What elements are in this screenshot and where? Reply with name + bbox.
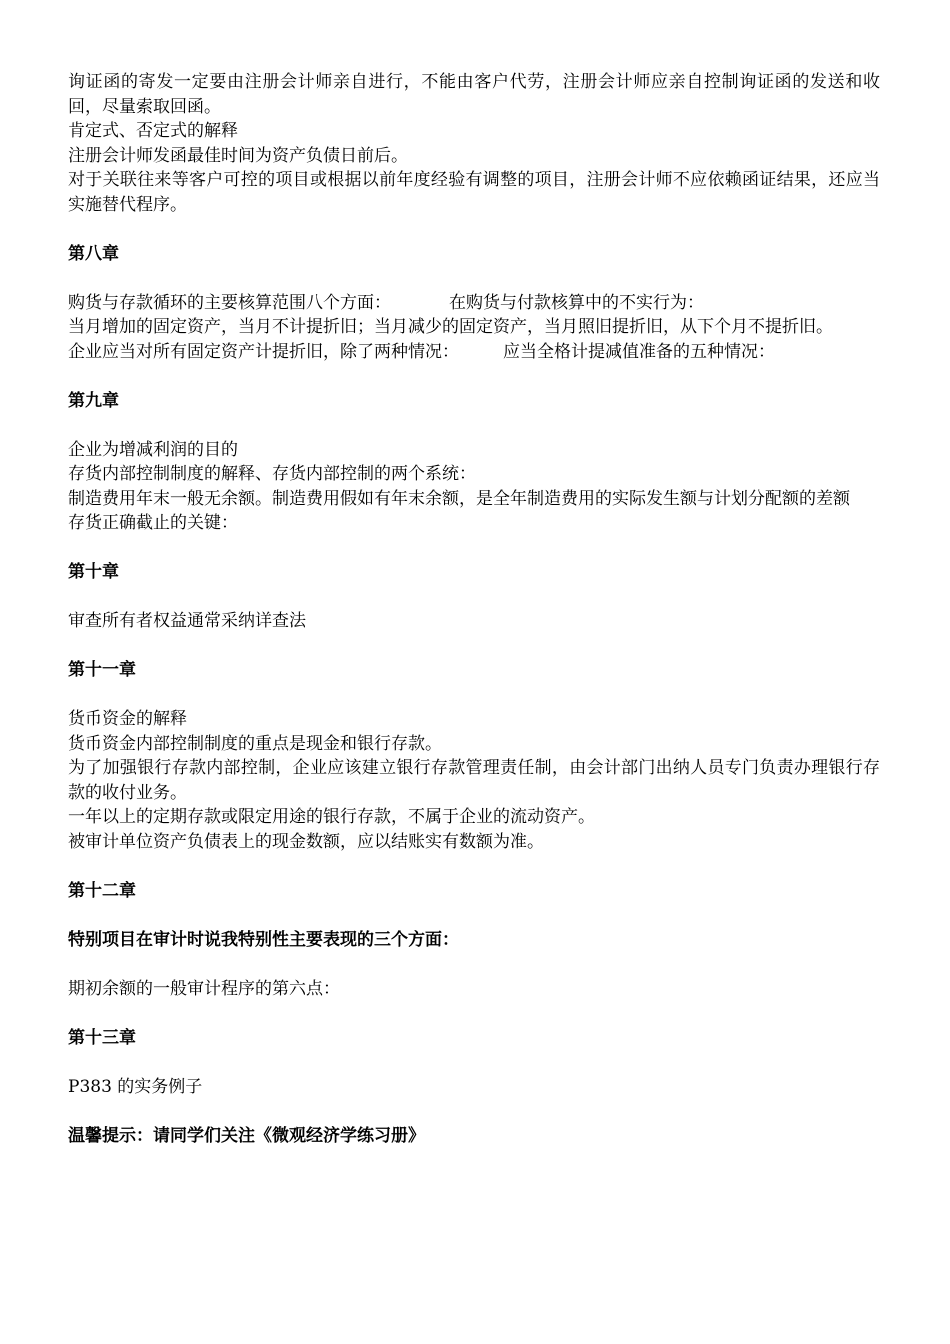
chapter-8-line-1 <box>68 291 880 316</box>
chapter-8-heading: 第八章 <box>68 243 119 264</box>
related-party-text: 对于关联往来等客户可控的项目或根据以前年度经验有调整的项目，注册会计师不应依赖函证结果，还应当实施替代程序。 <box>68 170 880 215</box>
impairment-cases-text: 应当全格计提减值准备的五种情况： <box>503 341 775 362</box>
bank-deposit-control-text: 为了加强银行存款内部控制，企业应该建立银行存款管理责任制，由会计部门出纳人员专门负责办理银行存款的收付业务。 <box>68 758 880 803</box>
fixed-deposit-text: 一年以上的定期存款或限定用途的银行存款，不属于企业的流动资产。 <box>68 807 595 827</box>
opening-balance-text: 期初余额的一般审计程序的第六点： <box>68 978 340 999</box>
monetary-control-focus-text: 货币资金内部控制制度的重点是现金和银行存款。 <box>68 733 442 754</box>
chapter-13-heading: 第十三章 <box>68 1027 136 1048</box>
document-page <box>68 70 880 1148</box>
chapter-10-heading: 第十章 <box>68 562 119 582</box>
confirmation-letter-text: 询证函的寄发一定要由注册会计师亲自进行，不能由客户代劳，注册会计师应亲自控制询证函的发送和收回，尽量索取回函。 <box>68 72 880 117</box>
depreciation-rule-text: 当月增加的固定资产，当月不计提折旧；当月减少的固定资产，当月照旧提折旧，从下个月不提折旧。 <box>68 317 833 337</box>
manufacturing-overhead-text: 制造费用年末一般无余额。制造费用假如有年末余额，是全年制造费用的实际发生额与计划分配额的差额 <box>68 488 850 509</box>
inventory-control-text: 存货内部控制制度的解释、存货内部控制的两个系统： <box>68 464 476 484</box>
chapter-12-heading: 第十二章 <box>68 880 136 901</box>
practice-example-text: P383 的实务例子 <box>68 1076 203 1097</box>
profit-purpose-text: 企业为增减利润的目的 <box>68 439 238 460</box>
cash-balance-text: 被审计单位资产负债表上的现金数额，应以结账实有数额为准。 <box>68 831 544 852</box>
inventory-cutoff-text: 存货正确截止的关键： <box>68 513 238 533</box>
chapter-11-heading: 第十一章 <box>68 660 136 680</box>
best-send-time-text: 注册会计师发函最佳时间为资产负债日前后。 <box>68 145 408 166</box>
chapter-8-line-3 <box>68 340 880 365</box>
chapter-9-heading: 第九章 <box>68 390 119 411</box>
special-items-subtitle: 特别项目在审计时说我特别性主要表现的三个方面： <box>68 929 459 950</box>
monetary-funds-text: 货币资金的解释 <box>68 709 187 729</box>
footer-tip: 温馨提示：请同学们关注《微观经济学练习册》 <box>68 1125 425 1146</box>
purchase-improper-text: 在购货与付款核算中的不实行为： <box>449 292 704 313</box>
equity-audit-text: 审查所有者权益通常采纳详查法 <box>68 611 306 631</box>
positive-negative-explanation: 肯定式、否定式的解释 <box>68 121 238 141</box>
depreciation-exceptions-text: 企业应当对所有固定资产计提折旧，除了两种情况： <box>68 341 459 362</box>
purchase-scope-text: 购货与存款循环的主要核算范围八个方面： <box>68 292 391 313</box>
